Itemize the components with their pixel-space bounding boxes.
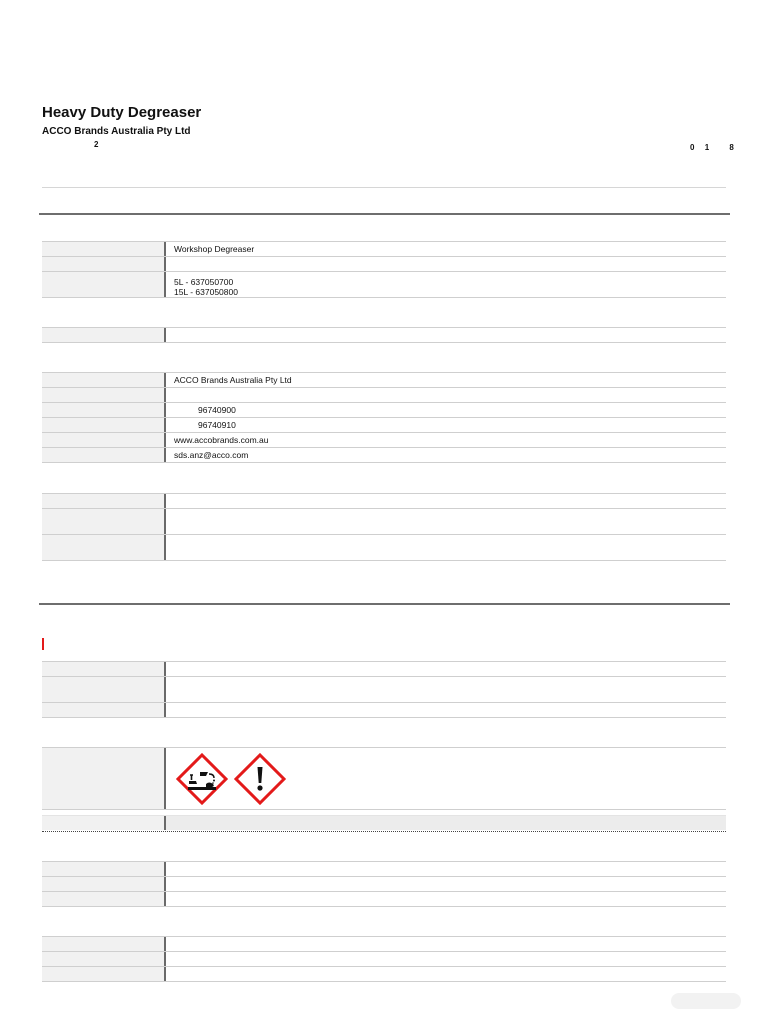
hazard-statements-table [42, 861, 726, 907]
row-label [42, 448, 166, 462]
section-2-rule [39, 603, 730, 605]
row-label [42, 816, 166, 830]
signal-word-table [42, 815, 726, 830]
row-value [166, 877, 726, 891]
row-value [166, 892, 726, 906]
row-label [42, 677, 166, 702]
row-value [166, 257, 726, 271]
table-row [42, 703, 726, 718]
table-row [42, 862, 726, 877]
row-label [42, 748, 166, 809]
table-row [42, 403, 726, 418]
row-label [42, 272, 166, 297]
row-label [42, 328, 166, 342]
row-label [42, 967, 166, 981]
row-value [166, 862, 726, 876]
row-label [42, 703, 166, 717]
product-identifier-table [42, 241, 726, 298]
page-info-part: 0 [690, 143, 695, 152]
table-row [42, 509, 726, 535]
row-value: 5L - 637050700 15L - 637050800 [174, 277, 238, 297]
table-row [42, 662, 726, 677]
page-info [690, 143, 734, 152]
row-label [42, 418, 166, 432]
precautionary-statements-table [42, 936, 726, 982]
row-label [42, 257, 166, 271]
row-value [166, 677, 726, 702]
row-label [42, 937, 166, 951]
page-scroll-indicator[interactable] [671, 993, 741, 1009]
table-row [42, 388, 726, 403]
row-value [166, 816, 726, 830]
supplier-details-table [42, 372, 726, 463]
row-label [42, 373, 166, 387]
company-name: ACCO Brands Australia Pty Ltd [42, 126, 191, 137]
table-row [42, 494, 726, 509]
row-value [166, 748, 726, 809]
row-value: sds.anz@acco.com [174, 450, 249, 460]
row-label [42, 242, 166, 256]
document-title: Heavy Duty Degreaser [42, 104, 202, 121]
dotted-divider [42, 831, 726, 832]
row-value [166, 535, 726, 560]
row-label [42, 403, 166, 417]
row-label [42, 388, 166, 402]
row-value: ACCO Brands Australia Pty Ltd [174, 375, 292, 385]
row-label [42, 892, 166, 906]
table-row [42, 448, 726, 463]
table-row [42, 257, 726, 272]
row-label [42, 494, 166, 508]
section-1-rule [39, 213, 730, 215]
emergency-table [42, 493, 726, 561]
row-value [166, 509, 726, 534]
table-row [42, 677, 726, 703]
row-value: Workshop Degreaser [174, 244, 255, 254]
pictogram-table [42, 747, 726, 810]
row-value: www.accobrands.com.au [174, 435, 269, 445]
row-value [166, 967, 726, 981]
row-label [42, 952, 166, 966]
table-row [42, 328, 726, 343]
table-row [42, 967, 726, 982]
classification-table [42, 661, 726, 718]
row-label [42, 877, 166, 891]
table-row [42, 952, 726, 967]
row-value [166, 388, 726, 402]
version-number: 2 [94, 140, 99, 149]
table-row [42, 433, 726, 448]
table-row [42, 937, 726, 952]
row-label [42, 862, 166, 876]
row-value [166, 952, 726, 966]
page-info-part: 8 [729, 143, 734, 152]
table-row [42, 418, 726, 433]
page-info-part: 1 [704, 143, 710, 152]
table-row [42, 373, 726, 388]
row-label [42, 433, 166, 447]
row-value [166, 662, 726, 676]
corrosion-icon [176, 753, 228, 805]
table-row [42, 892, 726, 907]
row-value [166, 494, 726, 508]
row-label [42, 509, 166, 534]
row-value [166, 328, 726, 342]
exclamation-mark-icon [234, 753, 286, 805]
table-row [42, 535, 726, 561]
table-row [42, 242, 726, 257]
row-value: 96740910 [198, 420, 236, 430]
relevant-use-table [42, 327, 726, 343]
table-row [42, 748, 726, 810]
table-row [42, 272, 726, 298]
row-value [166, 703, 726, 717]
header-divider [42, 187, 726, 188]
row-label [42, 535, 166, 560]
section-marker [42, 638, 44, 650]
row-value [166, 937, 726, 951]
table-row [42, 877, 726, 892]
row-value: 96740900 [198, 405, 236, 415]
row-label [42, 662, 166, 676]
table-row [42, 816, 726, 830]
